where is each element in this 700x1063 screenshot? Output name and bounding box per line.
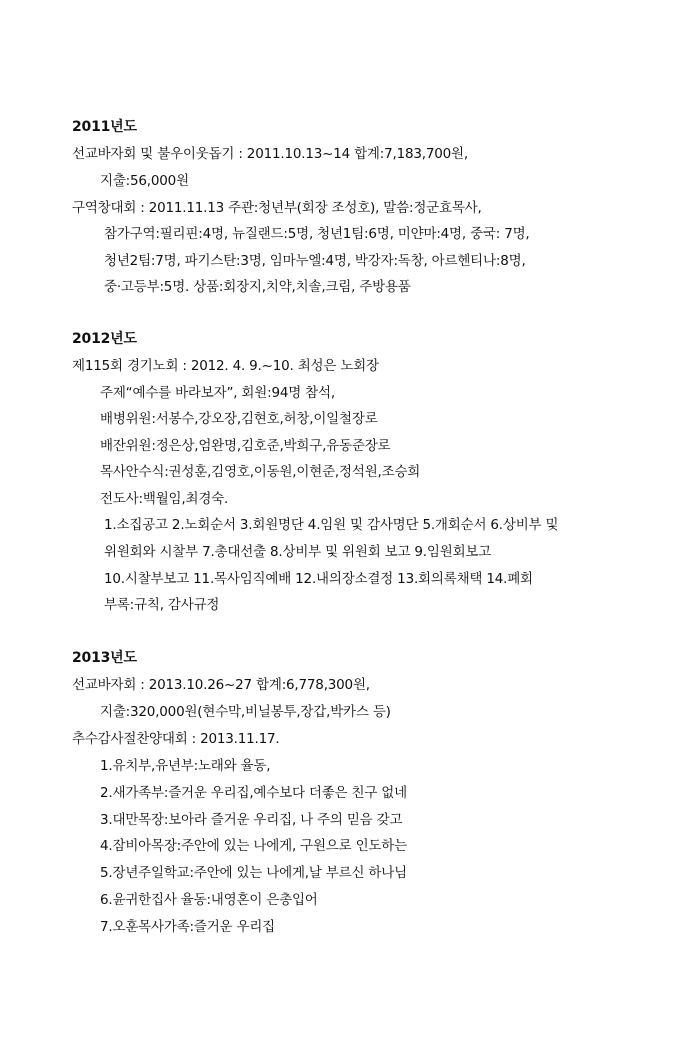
text-line: 5.장년주일학교:주안에 있는 나에게,날 부르신 하나님	[100, 865, 407, 881]
text-line: 3.대만목장:보아라 즐거운 우리집, 나 주의 믿음 갖고	[100, 812, 403, 828]
text-line: 6.윤귀한집사 율동:내영혼이 은총입어	[100, 892, 318, 908]
text-line: 제115회 경기노회 : 2012. 4. 9.~10. 최성은 노회장	[72, 358, 379, 374]
section-heading-2013: 2013년도	[72, 650, 137, 666]
text-line: 구역창대회 : 2011.11.13 주관:청년부(회장 조성호), 말씀:정군효목사,	[72, 200, 482, 216]
text-line: 목사안수식:권성훈,김영호,이동원,이현준,정석원,조승희	[100, 464, 421, 480]
text-line: 10.시찰부보고 11.목사임직예배 12.내의장소결정 13.회의록채택 14.폐회	[104, 571, 533, 587]
text-line: 선교바자회 및 불우이웃돕기 : 2011.10.13~14 합계:7,183,700원,	[72, 146, 468, 162]
text-line: 선교바자회 : 2013.10.26~27 합계:6,778,300원,	[72, 677, 370, 693]
text-line: 추수감사절찬양대회 : 2013.11.17.	[72, 731, 280, 747]
text-line: 중·고등부:5명. 상품:회장지,치약,치솔,크림, 주방용품	[104, 279, 411, 295]
text-line: 위원회와 시찰부 7.총대선출 8.상비부 및 위원회 보고 9.임원회보고	[104, 544, 492, 560]
text-line: 배병위원:서봉수,강오장,김현호,허창,이일철장로	[100, 411, 378, 427]
text-line: 1.소집공고 2.노회순서 3.회원명단 4.임원 및 감사명단 5.개회순서 6.상비부 및	[104, 517, 559, 533]
text-line: 지출:56,000원	[100, 173, 189, 189]
text-line: 참가구역:필리핀:4명, 뉴질랜드:5명, 청년1팀:6명, 미얀마:4명, 중국: 7명,	[104, 226, 530, 242]
section-heading-2012: 2012년도	[72, 331, 137, 347]
text-line: 1.유치부,유년부:노래와 율동,	[100, 758, 271, 774]
text-line: 4.잠비아목장:주안에 있는 나에게, 구원으로 인도하는	[100, 838, 407, 854]
text-line: 전도사:백월임,최경숙.	[100, 491, 229, 507]
text-line: 2.새가족부:즐거운 우리집,예수보다 더좋은 친구 없네	[100, 785, 407, 801]
text-line: 청년2팀:7명, 파기스탄:3명, 임마누엘:4명, 박강자:독창, 아르헨티나:8명,	[104, 253, 526, 269]
text-line: 7.오훈목사가족:즐거운 우리집	[100, 919, 276, 935]
section-heading-2011: 2011년도	[72, 119, 137, 135]
text-line: 지출:320,000원(현수막,비닐봉투,장갑,박카스 등)	[100, 704, 391, 720]
text-line: 부록:규칙, 감사규정	[104, 597, 220, 613]
text-line: 배잔위원:정은상,엄완명,김호준,박희구,유동준장로	[100, 438, 391, 454]
text-line: 주제“예수를 바라보자”, 회원:94명 참석,	[100, 385, 335, 401]
